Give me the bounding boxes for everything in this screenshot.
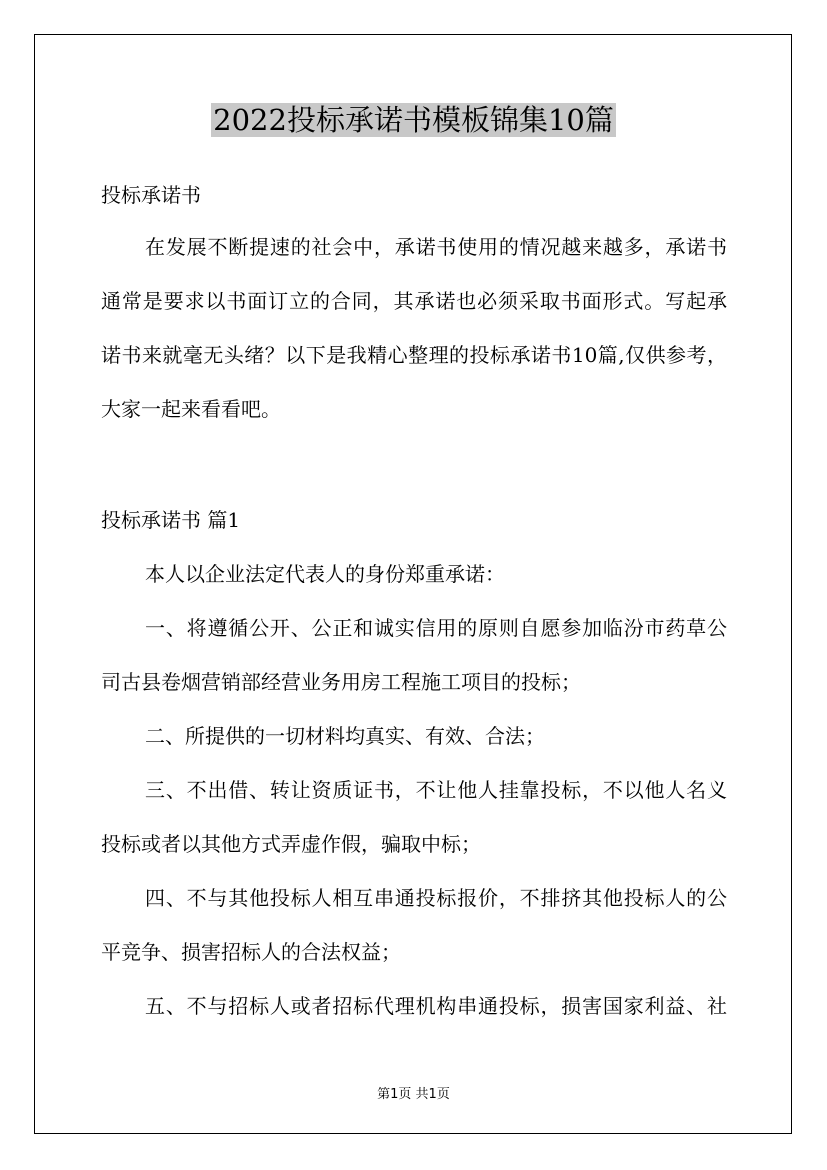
intro-line-1: 在发展不断提速的社会中，承诺书使用的情况越来越多，承诺书 bbox=[145, 235, 727, 259]
intro-line-4: 大家一起来看看吧。 bbox=[101, 397, 281, 421]
section1-line-1: 本人以企业法定代表人的身份郑重承诺： bbox=[145, 562, 505, 586]
intro-line-3: 诺书来就毫无头绪？以下是我精心整理的投标承诺书10篇,仅供参考， bbox=[101, 343, 727, 367]
document-title bbox=[0, 98, 827, 142]
section1-line-9: 五、不与招标人或者招标代理机构串通投标，损害国家利益、社 bbox=[145, 994, 727, 1018]
section1-line-8: 平竞争、损害招标人的合法权益； bbox=[101, 940, 401, 964]
section1-line-3: 司古县卷烟营销部经营业务用房工程施工项目的投标； bbox=[101, 670, 581, 694]
section1-line-6: 投标或者以其他方式弄虚作假，骗取中标； bbox=[101, 832, 481, 856]
document-title-text: 2022投标承诺书模板锦集10篇 bbox=[213, 103, 614, 137]
section1-heading: 投标承诺书 篇1 bbox=[101, 508, 241, 532]
section1-body bbox=[101, 547, 727, 1033]
section1-line-4: 二、所提供的一切材料均真实、有效、合法； bbox=[145, 724, 545, 748]
intro-line-2: 通常是要求以书面订立的合同，其承诺也必须采取书面形式。写起承 bbox=[101, 289, 727, 313]
section1-line-7: 四、不与其他投标人相互串通投标报价，不排挤其他投标人的公 bbox=[145, 886, 727, 910]
intro-paragraph bbox=[101, 220, 727, 436]
section1-line-5: 三、不出借、转让资质证书，不让他人挂靠投标，不以他人名义 bbox=[145, 778, 727, 802]
intro-heading: 投标承诺书 bbox=[101, 183, 201, 207]
page-footer: 第1页 共1页 bbox=[377, 1087, 450, 1102]
section1-line-2: 一、将遵循公开、公正和诚实信用的原则自愿参加临汾市药草公 bbox=[145, 616, 727, 640]
